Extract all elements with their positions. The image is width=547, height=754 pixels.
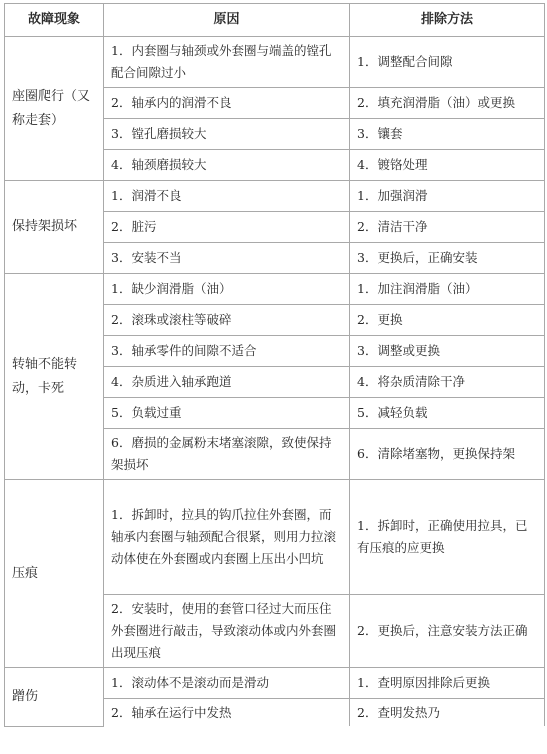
method-cell: 1．拆卸时，正确使用拉具，已有压痕的应更换 bbox=[350, 480, 545, 595]
cause-cell: 1．润滑不良 bbox=[104, 181, 350, 212]
method-cell: 4．镀铬处理 bbox=[350, 150, 545, 181]
method-cell: 1．调整配合间隙 bbox=[350, 37, 545, 88]
cause-cell: 4．杂质进入轴承跑道 bbox=[104, 367, 350, 398]
cause-cell: 2．轴承内的润滑不良 bbox=[104, 88, 350, 119]
cause-cell: 6．磨损的金属粉末堵塞滚隙，致使保持架损坏 bbox=[104, 429, 350, 480]
method-cell: 1．加注润滑脂（油） bbox=[350, 274, 545, 305]
method-cell: 4．将杂质清除干净 bbox=[350, 367, 545, 398]
header-method: 排除方法 bbox=[350, 4, 545, 37]
table-row bbox=[5, 668, 545, 699]
method-cell: 3．调整或更换 bbox=[350, 336, 545, 367]
method-cell: 2．查明发热乃 bbox=[350, 699, 545, 727]
method-cell: 2．填充润滑脂（油）或更换 bbox=[350, 88, 545, 119]
method-cell: 2．清洁干净 bbox=[350, 212, 545, 243]
table-row bbox=[5, 37, 545, 88]
phenomenon-cell: 转轴不能转动，卡死 bbox=[5, 274, 104, 480]
cause-cell: 3．安装不当 bbox=[104, 243, 350, 274]
cause-cell: 2．安装时，使用的套管口径过大而压住外套圈进行敲击，导致滚动体或内外套圈出现压痕 bbox=[104, 595, 350, 668]
cause-cell: 5．负载过重 bbox=[104, 398, 350, 429]
phenomenon-cell: 保持架损坏 bbox=[5, 181, 104, 274]
method-cell: 3．镶套 bbox=[350, 119, 545, 150]
cause-cell: 2．滚珠或滚柱等破碎 bbox=[104, 305, 350, 336]
table-row bbox=[5, 274, 545, 305]
method-cell: 5．减轻负载 bbox=[350, 398, 545, 429]
cause-cell: 1．缺少润滑脂（油） bbox=[104, 274, 350, 305]
cause-cell: 2．脏污 bbox=[104, 212, 350, 243]
phenomenon-cell: 座圈爬行（又称走套） bbox=[5, 37, 104, 181]
cause-cell: 2．轴承在运行中发热 bbox=[104, 699, 350, 727]
cause-cell: 1．拆卸时，拉具的钩爪拉住外套圈，而轴承内套圈与轴颈配合很紧，则用力拉滚动体使在外套圈或内套圈上压出小凹坑 bbox=[104, 480, 350, 595]
fault-table bbox=[4, 3, 545, 727]
header-phenomenon: 故障现象 bbox=[5, 4, 104, 37]
method-cell: 3．更换后，正确安装 bbox=[350, 243, 545, 274]
method-cell: 2．更换后，注意安装方法正确 bbox=[350, 595, 545, 668]
header-row bbox=[5, 4, 545, 37]
cause-cell: 1．内套圈与轴颈或外套圈与端盖的镗孔配合间隙过小 bbox=[104, 37, 350, 88]
cause-cell: 4．轴颈磨损较大 bbox=[104, 150, 350, 181]
method-cell: 1．加强润滑 bbox=[350, 181, 545, 212]
cause-cell: 3．镗孔磨损较大 bbox=[104, 119, 350, 150]
method-cell: 6．清除堵塞物，更换保持架 bbox=[350, 429, 545, 480]
method-cell: 1．查明原因排除后更换 bbox=[350, 668, 545, 699]
header-cause: 原因 bbox=[104, 4, 350, 37]
cause-cell: 3．轴承零件的间隙不适合 bbox=[104, 336, 350, 367]
table-row bbox=[5, 480, 545, 595]
table-row bbox=[5, 181, 545, 212]
phenomenon-cell: 蹭伤 bbox=[5, 668, 104, 727]
cause-cell: 1．滚动体不是滚动而是滑动 bbox=[104, 668, 350, 699]
phenomenon-cell: 压痕 bbox=[5, 480, 104, 668]
method-cell: 2．更换 bbox=[350, 305, 545, 336]
